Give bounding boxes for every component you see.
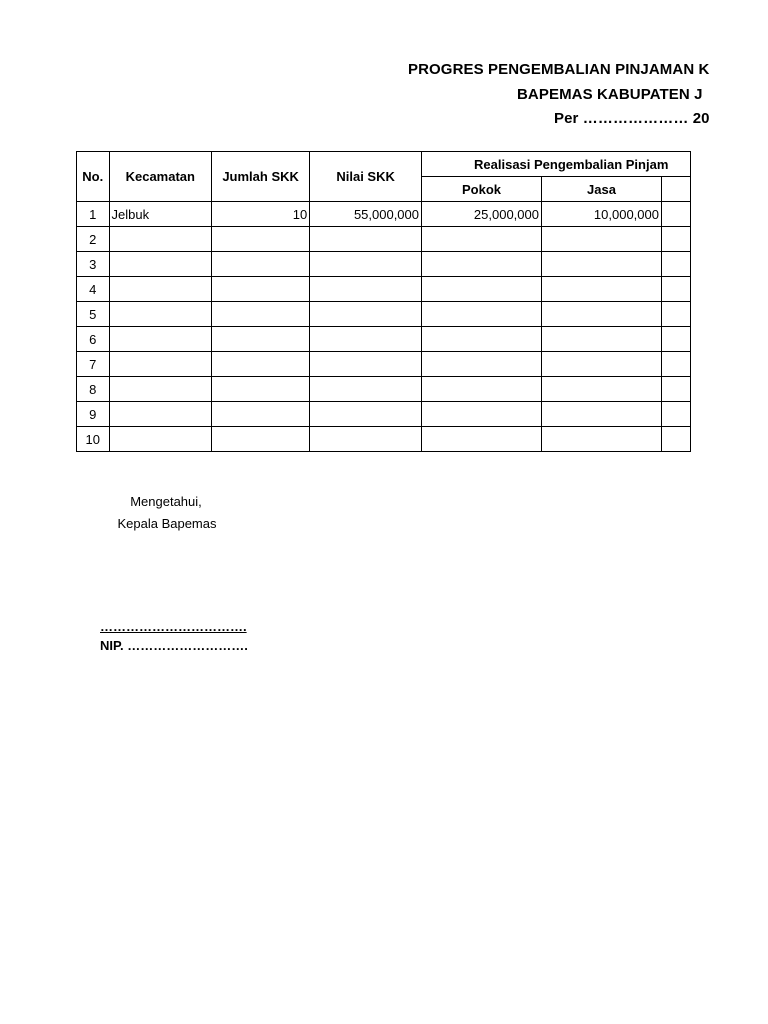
table-row bbox=[77, 227, 691, 252]
table-row bbox=[77, 377, 691, 402]
cell-no: 1 bbox=[77, 202, 110, 227]
cell-jasa bbox=[542, 277, 662, 302]
cell-nilai-skk bbox=[310, 427, 422, 452]
cell-jasa bbox=[542, 427, 662, 452]
cell-no: 8 bbox=[77, 377, 110, 402]
column-header-nilai-skk: Nilai SKK bbox=[310, 152, 422, 202]
table-row bbox=[77, 302, 691, 327]
cell-overflow bbox=[661, 252, 690, 277]
cell-pokok bbox=[422, 252, 542, 277]
cell-jasa bbox=[542, 252, 662, 277]
signature-acknowledged: Mengetahui, bbox=[130, 494, 202, 509]
column-header-pokok: Pokok bbox=[422, 177, 542, 202]
cell-jasa bbox=[542, 402, 662, 427]
cell-no: 2 bbox=[77, 227, 110, 252]
cell-kecamatan: Jelbuk bbox=[109, 202, 212, 227]
cell-pokok bbox=[422, 427, 542, 452]
cell-nilai-skk bbox=[310, 402, 422, 427]
cell-jumlah-skk bbox=[212, 427, 310, 452]
table-row bbox=[77, 202, 691, 227]
signature-nip-line: NIP. ………………………. bbox=[100, 638, 248, 653]
cell-no: 9 bbox=[77, 402, 110, 427]
cell-overflow bbox=[661, 202, 690, 227]
cell-kecamatan bbox=[109, 252, 212, 277]
cell-no: 5 bbox=[77, 302, 110, 327]
table-row bbox=[77, 252, 691, 277]
loan-repayment-table bbox=[76, 151, 691, 452]
cell-overflow bbox=[661, 402, 690, 427]
cell-kecamatan bbox=[109, 302, 212, 327]
cell-nilai-skk bbox=[310, 302, 422, 327]
cell-jumlah-skk bbox=[212, 277, 310, 302]
report-title-line-1: PROGRES PENGEMBALIAN PINJAMAN K bbox=[408, 61, 710, 78]
cell-no: 4 bbox=[77, 277, 110, 302]
table-row bbox=[77, 427, 691, 452]
cell-kecamatan bbox=[109, 277, 212, 302]
cell-pokok bbox=[422, 227, 542, 252]
cell-jasa bbox=[542, 352, 662, 377]
table-row bbox=[77, 327, 691, 352]
cell-nilai-skk: 55,000,000 bbox=[310, 202, 422, 227]
cell-jumlah-skk: 10 bbox=[212, 202, 310, 227]
column-header-realisasi: Realisasi Pengembalian Pinjam bbox=[422, 152, 691, 177]
cell-nilai-skk bbox=[310, 227, 422, 252]
signature-position: Kepala Bapemas bbox=[117, 516, 217, 531]
cell-overflow bbox=[661, 227, 690, 252]
cell-jumlah-skk bbox=[212, 377, 310, 402]
cell-jasa bbox=[542, 302, 662, 327]
cell-jasa bbox=[542, 227, 662, 252]
column-header-jasa: Jasa bbox=[542, 177, 662, 202]
cell-kecamatan bbox=[109, 227, 212, 252]
report-title-line-3: Per ………………… 20 bbox=[554, 110, 710, 127]
cell-jumlah-skk bbox=[212, 252, 310, 277]
cell-nilai-skk bbox=[310, 277, 422, 302]
cell-jumlah-skk bbox=[212, 227, 310, 252]
column-header-jumlah-skk: Jumlah SKK bbox=[212, 152, 310, 202]
cell-no: 6 bbox=[77, 327, 110, 352]
cell-nilai-skk bbox=[310, 352, 422, 377]
cell-no: 10 bbox=[77, 427, 110, 452]
table-row bbox=[77, 277, 691, 302]
cell-jumlah-skk bbox=[212, 352, 310, 377]
cell-no: 7 bbox=[77, 352, 110, 377]
cell-kecamatan bbox=[109, 352, 212, 377]
cell-pokok bbox=[422, 377, 542, 402]
column-header-overflow bbox=[661, 177, 690, 202]
cell-jasa bbox=[542, 377, 662, 402]
table-row bbox=[77, 402, 691, 427]
cell-jumlah-skk bbox=[212, 302, 310, 327]
cell-kecamatan bbox=[109, 377, 212, 402]
signature-name-line: ……………………………. bbox=[100, 619, 247, 634]
cell-jumlah-skk bbox=[212, 327, 310, 352]
cell-overflow bbox=[661, 377, 690, 402]
cell-pokok bbox=[422, 352, 542, 377]
cell-jasa bbox=[542, 327, 662, 352]
cell-pokok bbox=[422, 302, 542, 327]
cell-overflow bbox=[661, 352, 690, 377]
cell-kecamatan bbox=[109, 327, 212, 352]
cell-pokok bbox=[422, 327, 542, 352]
cell-kecamatan bbox=[109, 427, 212, 452]
cell-kecamatan bbox=[109, 402, 212, 427]
cell-pokok bbox=[422, 402, 542, 427]
column-header-kecamatan: Kecamatan bbox=[109, 152, 212, 202]
cell-nilai-skk bbox=[310, 327, 422, 352]
cell-overflow bbox=[661, 327, 690, 352]
cell-overflow bbox=[661, 277, 690, 302]
cell-pokok bbox=[422, 277, 542, 302]
cell-overflow bbox=[661, 427, 690, 452]
cell-pokok: 25,000,000 bbox=[422, 202, 542, 227]
column-header-no: No. bbox=[77, 152, 110, 202]
table-row bbox=[77, 352, 691, 377]
table-body bbox=[77, 202, 691, 452]
cell-nilai-skk bbox=[310, 252, 422, 277]
cell-overflow bbox=[661, 302, 690, 327]
cell-nilai-skk bbox=[310, 377, 422, 402]
report-title-line-2: BAPEMAS KABUPATEN J bbox=[517, 86, 703, 103]
cell-no: 3 bbox=[77, 252, 110, 277]
cell-jasa: 10,000,000 bbox=[542, 202, 662, 227]
cell-jumlah-skk bbox=[212, 402, 310, 427]
